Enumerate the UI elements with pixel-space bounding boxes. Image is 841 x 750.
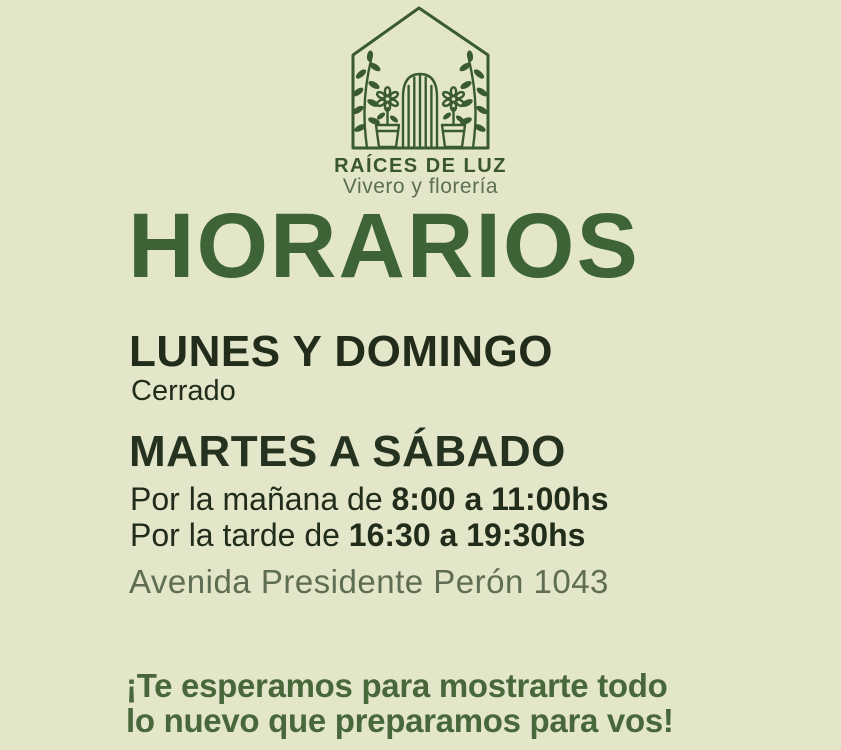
morning-label: Por la mañana de: [130, 481, 392, 517]
schedule-line-afternoon: [130, 517, 609, 553]
schedule-status-cerrado: Cerrado: [131, 375, 236, 407]
page-title: HORARIOS: [128, 195, 640, 297]
address-line: Avenida Presidente Perón 1043: [129, 563, 609, 600]
schedule-title-lunes-domingo: LUNES Y DOMINGO: [129, 327, 553, 376]
potted-flower-left-icon: [376, 87, 400, 147]
schedule-hours: [130, 481, 609, 553]
brand-tagline: Vivero y florería: [342, 175, 499, 198]
house-with-plants-icon: [345, 2, 495, 152]
afternoon-hours: 16:30 a 19:30hs: [348, 517, 586, 553]
morning-hours: 8:00 a 11:00hs: [391, 481, 609, 517]
schedule-title-martes-sabado: MARTES A SÁBADO: [129, 427, 566, 476]
afternoon-label: Por la tarde de: [130, 517, 349, 553]
closing-message: [126, 668, 674, 738]
closing-message-line1: ¡Te esperamos para mostrarte todo: [126, 667, 668, 704]
closing-message-line2: lo nuevo que preparamos para vos!: [126, 702, 674, 739]
potted-flower-right-icon: [442, 87, 466, 147]
schedule-line-morning: [130, 481, 609, 517]
door-icon: [403, 74, 437, 148]
brand-name: RAÍCES DE LUZ: [334, 155, 507, 177]
